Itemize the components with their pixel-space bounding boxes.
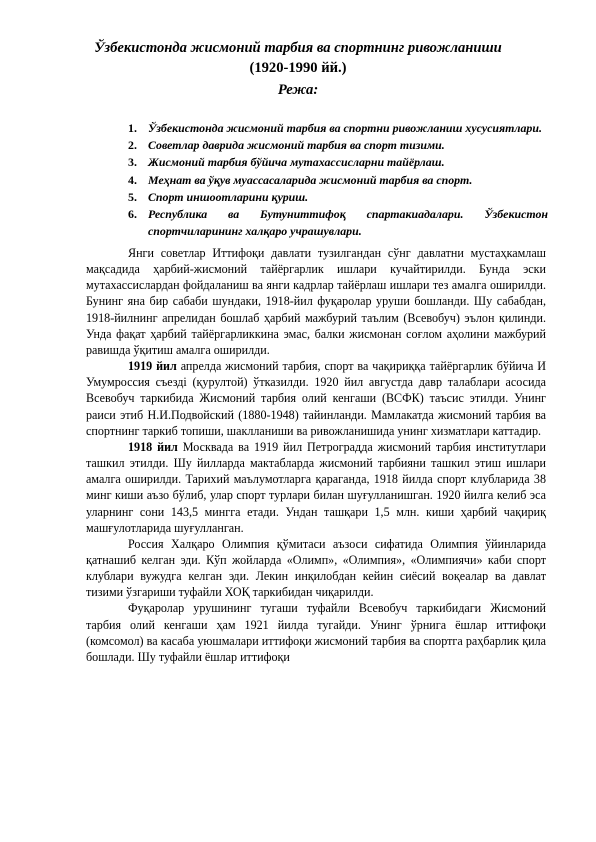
plan-item-number: 3. [128,155,137,170]
paragraph-lead: 1919 йил [128,359,177,374]
plan-item-text: Советлар даврида жисмоний тарбия ва спорт тизими. [148,138,445,153]
plan-item [128,206,548,240]
plan-item [128,172,548,189]
paragraph-text: Россия Халқаро Олимпия қўмитаси аъзоси сифатида Олимпия ўйинларида қатнашиб келган эди. Кўп жойларда «Олимп», «Олимпия», «Олимпиячи» каби спорт клублари вужудга келган эди. Лекин инқилобдан кейин сиёсий воқеалар ва давлат тизими ўзгариши туфайли ХОҚ таркибидан чиқарилди. [86,536,546,600]
paragraph [86,439,546,536]
plan-item [128,189,548,206]
plan-item [128,154,548,171]
plan-list [128,120,548,240]
paragraph-text: Москвада ва 1919 йил Петроградда жисмоний тарбия институтлари ташкил этилди. Шу йилларда мактабларда жисмоний тарбияни ташкил этиш ишлари амалга оширилди. Тарихий маълумотларга қараганда, 1918 йилда спорт клубларида 38 минг киши аъзо бўлиб, улар спорт турлари билан шуғулланишган. 1920 йилга келиб эса уларнинг сони 143,5 мингга етади. Ундан ташқари 1,5 млн. киши ҳарбий чақириқ машғулотларида шуғулланган. [86,439,546,535]
paragraph-text: Янги советлар Иттифоқи давлати тузилгандан сўнг давлатни мустаҳкамлаш мақсадида ҳарбий-жисмоний тайёргарлик ишлари кучайтирилди. Бунда эски мутахассислардан фойдаланиш ва янги кадрлар тайёрлаш ишлари тез амалга оширилди. Бунинг яна бир сабаби шундаки, 1918-йил фуқаролар уруши бошланди. Шу сабабдан, 1918-йилнинг апрелидан бошлаб ҳарбий мажбурий таълим (Всевобуч) эълон қилинди. Унда фақат ҳарбий тайёргарликкина эмас, балки жисмонан соғлом аҳолини мажбурий равишда ўқитиш амалга оширилди. [86,246,546,357]
paragraph [86,245,546,358]
plan-item-number: 2. [128,138,137,153]
paragraph [86,600,546,665]
plan-item-text: Спорт иншоотларини қуриш. [148,189,309,204]
plan-item-number: 1. [128,121,137,135]
plan-item-number: 4. [128,172,137,187]
paragraph [86,536,546,601]
plan-item-text: Ўзбекистонда жисмоний тарбия ва спортни ривожланиш хусусиятлари. [148,121,542,135]
plan-item-text: Жисмоний тарбия бўйича мутахассисларни тайёрлаш. [148,155,445,170]
plan-item-number: 5. [128,189,137,204]
paragraph-lead: 1918 йил [128,439,178,454]
document-body [86,245,546,665]
paragraph-text: апрелда жисмоний тарбия, спорт ва чақириққа тайёргарлик бўйича И Умумроссия съездi (қурултой) ўтказилди. 1920 йил августда давр талаблари асосида Всевобуч таркибида Жисмоний тарбия олий кенгаши (ВСФК) таъсис этилди. Унинг раиси этиб Н.И.Подвойский (1880-1948) тайинланди. Мамлакатда жисмоний тарбия ва спортнинг таркиб топиши, шаклланиши ва ривожланишида унинг хизматлари каттадир. [86,359,546,438]
plan-heading: Режа: [277,82,319,98]
plan-item-text: Меҳнат ва ўқув муассасаларида жисмоний тарбия ва спорт. [148,172,473,187]
document-period: (1920-1990 йй.) [249,60,347,76]
paragraph [86,358,546,439]
plan-item-text: Республика ва Бутуниттифоқ спартакиадалари. Ўзбекистон спортчиларининг халқаро учрашувлари. [148,207,548,239]
document-title: Ўзбекистонда жисмоний тарбия ва спортнинг ривожланиши [94,40,502,56]
paragraph-text: Фуқаролар урушининг тугаши туфайли Всевобуч таркибидаги Жисмоний тарбия олий кенгаши ҳам 1921 йилда тугайди. Унинг ўрнига ёшлар иттифоқи (комсомол) ва касаба уюшмалари иттифоқи жисмоний тарбия ва спортга раҳбарлик қила бошлади. Шу туфайли ёшлар иттифоқи [86,601,546,664]
plan-item-number: 6. [128,207,137,222]
plan-item [128,137,548,154]
plan-item [128,120,548,137]
